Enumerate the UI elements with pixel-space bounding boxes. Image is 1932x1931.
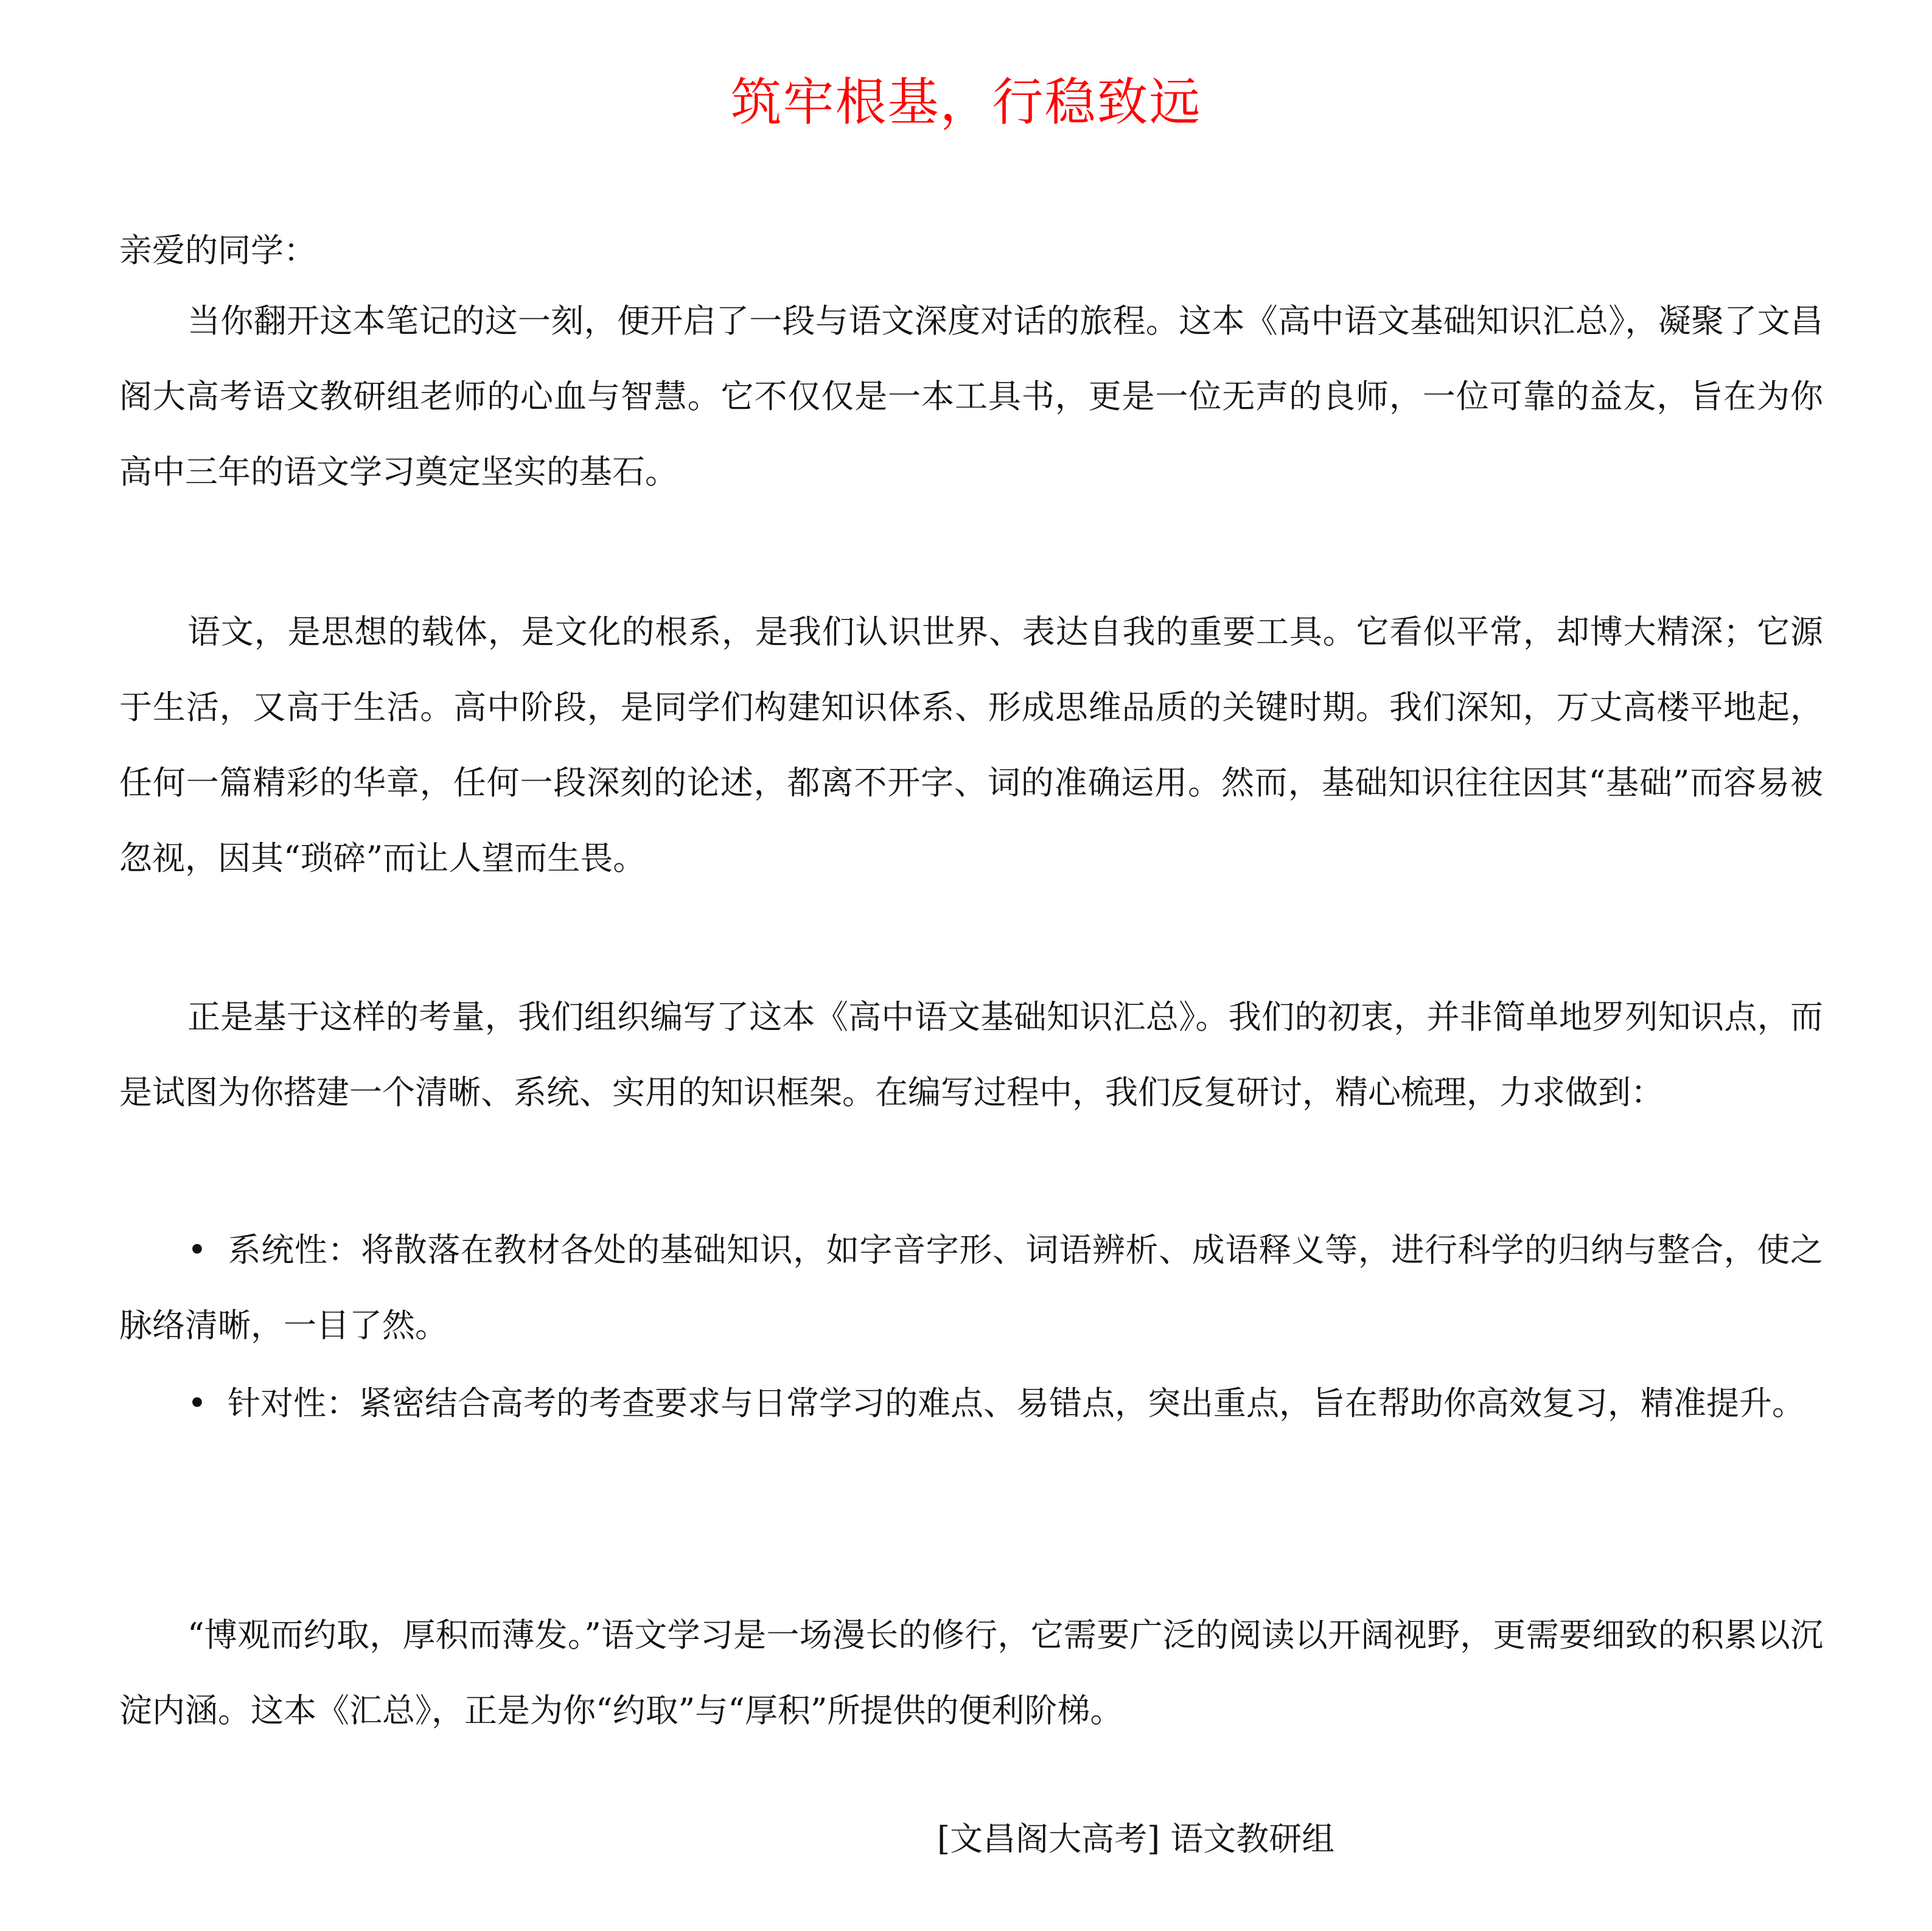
- bullet-dot-icon: •: [187, 1384, 207, 1422]
- paragraph-closing: “博观而约取，厚积而薄发。”语文学习是一场漫长的修行，它需要广泛的阅读以开阔视野，更需要细致的积累以沉淀内涵。这本《汇总》，正是为你“约取”与“厚积”所提供的便利阶梯。: [119, 1616, 1823, 1730]
- bullet-dot-icon: •: [187, 1231, 207, 1269]
- signature: [文昌阁大高考] 语文教研组: [937, 1820, 1335, 1858]
- greeting: 亲爱的同学：: [119, 231, 316, 270]
- bullet-item-targeted: [119, 1366, 1823, 1441]
- bullet-text: 针对性：紧密结合高考的考查要求与日常学习的难点、易错点，突出重点，旨在帮助你高效复习，精准提升。: [228, 1384, 1805, 1422]
- paragraph-intro: 当你翻开这本笔记的这一刻，便开启了一段与语文深度对话的旅程。这本《高中语文基础知识汇总》，凝聚了文昌阁大高考语文教研组老师的心血与智慧。它不仅仅是一本工具书，更是一位无声的良师，一位可靠的益友，旨在为你高中三年的语文学习奠定坚实的基石。: [119, 302, 1823, 491]
- page-title: 筑牢根基，行稳致远: [730, 72, 1202, 132]
- paragraph-chinese-importance: 语文，是思想的载体，是文化的根系，是我们认识世界、表达自我的重要工具。它看似平常，却博大精深；它源于生活，又高于生活。高中阶段，是同学们构建知识体系、形成思维品质的关键时期。我们深知，万丈高楼平地起，任何一篇精彩的华章，任何一段深刻的论述，都离不开字、词的准确运用。然而，基础知识往往因其“基础”而容易被忽视，因其“琐碎”而让人望而生畏。: [119, 613, 1823, 877]
- bullet-item-systematic: [119, 1213, 1823, 1363]
- bullet-text: 系统性：将散落在教材各处的基础知识，如字音字形、词语辨析、成语释义等，进行科学的归纳与整合，使之脉络清晰，一目了然。: [119, 1231, 1823, 1345]
- paragraph-purpose: 正是基于这样的考量，我们组织编写了这本《高中语文基础知识汇总》。我们的初衷，并非简单地罗列知识点，而是试图为你搭建一个清晰、系统、实用的知识框架。在编写过程中，我们反复研讨，精心梳理，力求做到：: [119, 998, 1823, 1112]
